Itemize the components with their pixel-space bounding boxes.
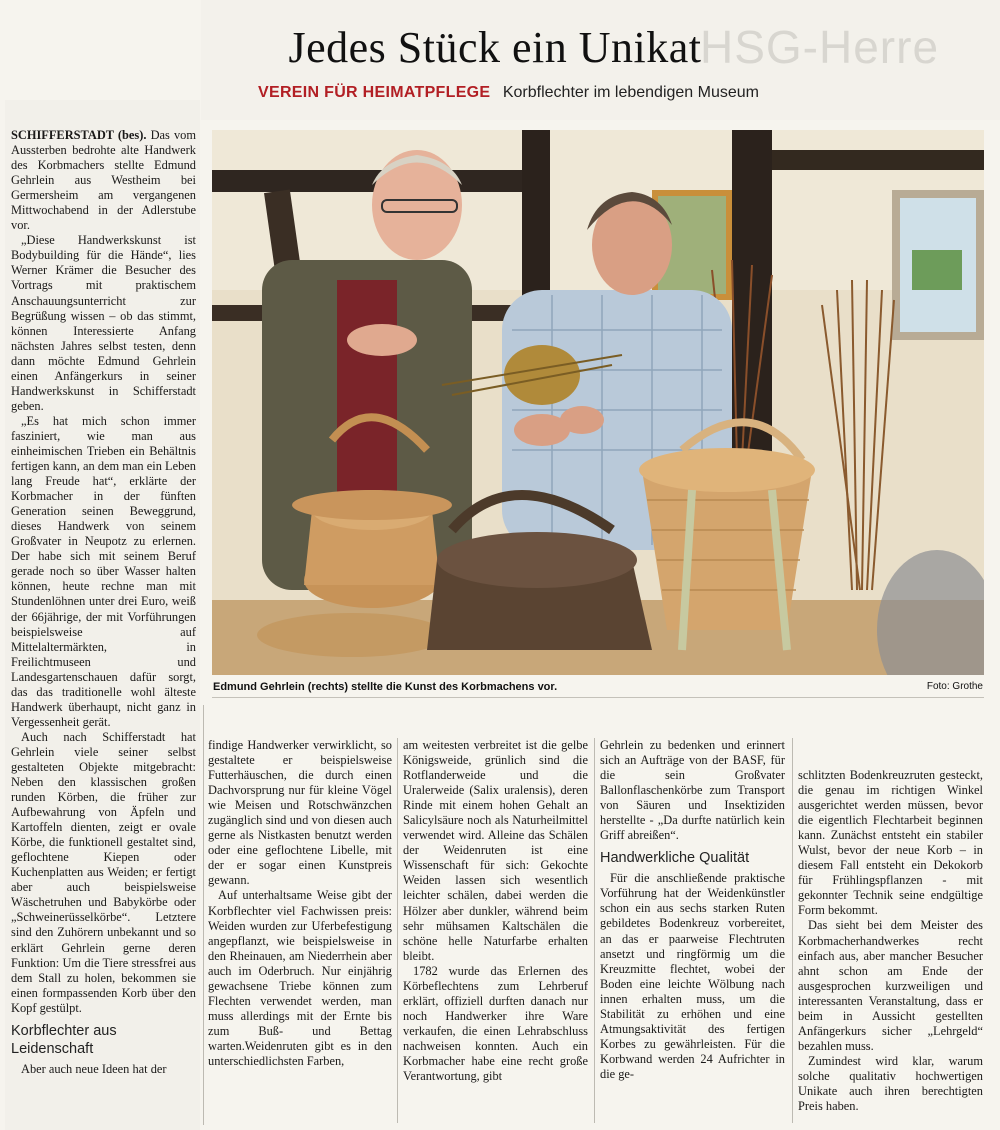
caption-rule [212,697,984,698]
article-photo [212,130,984,675]
column-rule [203,705,204,1125]
paragraph: findige Handwerker verwirklicht, so gestaltete er beispielsweise Futterhäuschen, die durch einen Dachvorsprung nur für kleine Vögel wie Meisen und Rotschwänzchen zugänglich sind und von diesen auch gerne als Nistkasten benutzt werden oder eine geflochtene Libelle, mit der er sogar einen Kunstpreis gewann. [208,738,392,888]
article-column-2 [208,738,392,1069]
column-rule [594,738,595,1123]
article-column-5 [798,768,983,1114]
paragraph: Für die anschließende praktische Vorführung hat der Weidenkünstler schon ein aus sechs starken Ruten gebildetes Bodenkreuz vorbereitet, an das er paarweise Flechtruten ansetzt und ringförmig um die Kreuzmitte flechtet, wobei der Boden eine leichte Wölbung nach innen erhalten muss, um die Stabilität zu erhöhen und eine Atmungsaktivität des fertigen Korbes zu gewährleisten. Für die Korbwand werden 24 Aufrichter in die ge- [600,871,785,1081]
photo-illustration [212,130,984,675]
photo-credit: Foto: Grothe [926,681,983,692]
dateline: SCHIFFERSTADT (bes). [11,128,147,142]
subtitle: Korbflechter im lebendigen Museum [502,84,759,101]
bleed-through-text: HSG-Herre [700,21,940,73]
article-column-1 [11,128,196,1077]
paragraph: Gehrlein zu bedenken und erinnert sich an Aufträge von der BASF, für die sein Großvater Ballonflaschenkörbe zum Transport von Säuren und Insektiziden herstellte - „Da durfte natürlich kein Griff abreißen“. [600,738,785,843]
kicker-line [258,84,759,102]
lead-text: Das vom Aussterben bedrohte alte Handwerk des Korbmachers stellte Edmund Gehrlein aus Westheim bei Germersheim am vergangenen Mittwochabend in der Adlerstube vor. [11,128,196,233]
paragraph: schlitzten Bodenkreuzruten gesteckt, die genau im richtigen Winkel ausgerichtet werden müssen, bevor die eigentlich Flechtarbeit beginnen kann. Zunächst entsteht ein stabiler Wulst, bevor der neue Korb – in diesem Fall entsteht ein Dekokorb für Frühlingspflanzen - mit gekonnter Technik seine endgültige Form bekommt. [798,768,983,918]
article-column-3 [403,738,588,1084]
paragraph: am weitesten verbreitet ist die gelbe Königsweide, grünlich sind die Rotflanderweide und die Uralerweide (Salix uralensis), deren Rinde mit einem hohen Gehalt an Salicylsäure noch als Naturheilmittel verwendet wird. Alleine das Schälen der Weidenruten ist eine Wissenschaft für sich: Gekochte Weiden lassen sich wesentlich leichter schälen, dabei werden die Hölzer aber dunkler, während beim sehr mühsamen Kaltschälen die schöne helle Naturfarbe erhalten bleibt. [403,738,588,963]
basket-right [639,422,815,650]
subheading: Korbflechter aus Leidenschaft [11,1022,117,1057]
paragraph: Auf unterhaltsame Weise gibt der Korbflechter viel Fachwissen preis: Weiden wurden zur Uferbefestigung angepflanzt, wie beispielsweise in den Rheinauen, am Niederrhein aber auch im Oderbruch. Nur einjährig gewachsene Triebe können zum Flechten verwendet werden, man muss allerdings mit der Ernte bis zum Buß- und Bettag warten.Weidenruten gibt es in den unterschiedlichsten Farben, [208,888,392,1068]
paragraph: Das sieht bei dem Meister des Korbmacherhandwerkes recht einfach aus, aber mancher Besucher ahnt schon am Ende der ausgesprochen kurzweiligen und interessanten Veranstaltung, dass er beim in Aussicht gestellten Anfängerkurs sicher „Lehrgeld“ bezahlen muss. [798,918,983,1053]
caption-text: Edmund Gehrlein (rechts) stellte die Kunst des Korbmachens vor. [213,681,558,693]
subheading: Handwerkliche Qualität [600,850,750,867]
paragraph: Auch nach Schifferstadt hat Gehrlein viele seiner selbst gestalteten Objekte mitgebracht: Neben den klassischen großen runden Körben, die früher zur Aufbewahrung von Äpfeln und Kartoffeln dienten, zeigt er ovale Körbe, die funktionell gestaltet sind, geflochtene Kiepen oder Kuchenplatten aus Weiden; er fertigt aber auch beispielsweise Wäschetruhen und Babykörbe oder „Schweinerüsselkörbe“. Letztere sind den Zuhörern unbekannt und so erklärt Gehrlein gerne deren Funktion: Um die Tiere stressfrei aus dem Stall zu holen, bekommen sie einen formpassenden Korb über den Kopf gestülpt. [11,729,196,1015]
paragraph: Aber auch neue Ideen hat der [21,1061,167,1076]
paragraph: „Diese Handwerkskunst ist Bodybuilding für die Hände“, lies Werner Krämer die Besucher des Vortrags mit praktischem Anschauungsunterricht zur Begrüßung wissen – ob das stimmt, können Interessierte Anfang nächsten Jahres selbst testen, denn dann möchte Edmund Gehrlein einen Anfängerkurs in seiner Handwerkskunst in Schifferstadt geben. [11,233,196,413]
column-rule [792,738,793,1123]
headline: Jedes Stück ein Unikat [288,23,702,72]
section-label: VEREIN FÜR HEIMATPFLEGE [258,84,491,101]
lead-paragraph [11,128,196,233]
paragraph: 1782 wurde das Erlernen des Körbeflechtens zum Lehrberuf erklärt, offiziell durften danach nur noch Handwerker ihre Ware verkaufen, die einen Lehrabschluss nachweisen konnten. Auch ein Korbmacher habe eine recht große Verantwortung, gibt [403,963,588,1084]
paragraph: Zumindest wird klar, warum solche qualitativ hochwertigen Unikate auch ihren berechtigten Preis haben. [798,1053,983,1114]
paragraph: „Es hat mich schon immer fasziniert, wie man aus einheimischen Trieben ein Behältnis fertigen kann, an dem man ein Leben lang Freude hat“, erklärte der Korbmacher in der fünften Generation seinen Beweggrund, dieses Handwerk von seinem Großvater in Neupotz zu erlernen. Der habe sich mit seinem Beruf gerade noch so über Wasser halten können, heute rechne man mit Stundenlöhnen unter drei Euro, weiß der 66jährige, der mit Vorführungen beispielsweise auf Mittelaltermärkten, in Freilichtmuseen und Landesgartenschauen dafür sorgt, das das traditionelle wohl älteste Handwerk überhaupt, nicht ganz in Vergessenheit gerät. [11,413,196,729]
column-rule [397,738,398,1123]
photo-caption [213,681,983,693]
article-column-4 [600,738,785,1082]
